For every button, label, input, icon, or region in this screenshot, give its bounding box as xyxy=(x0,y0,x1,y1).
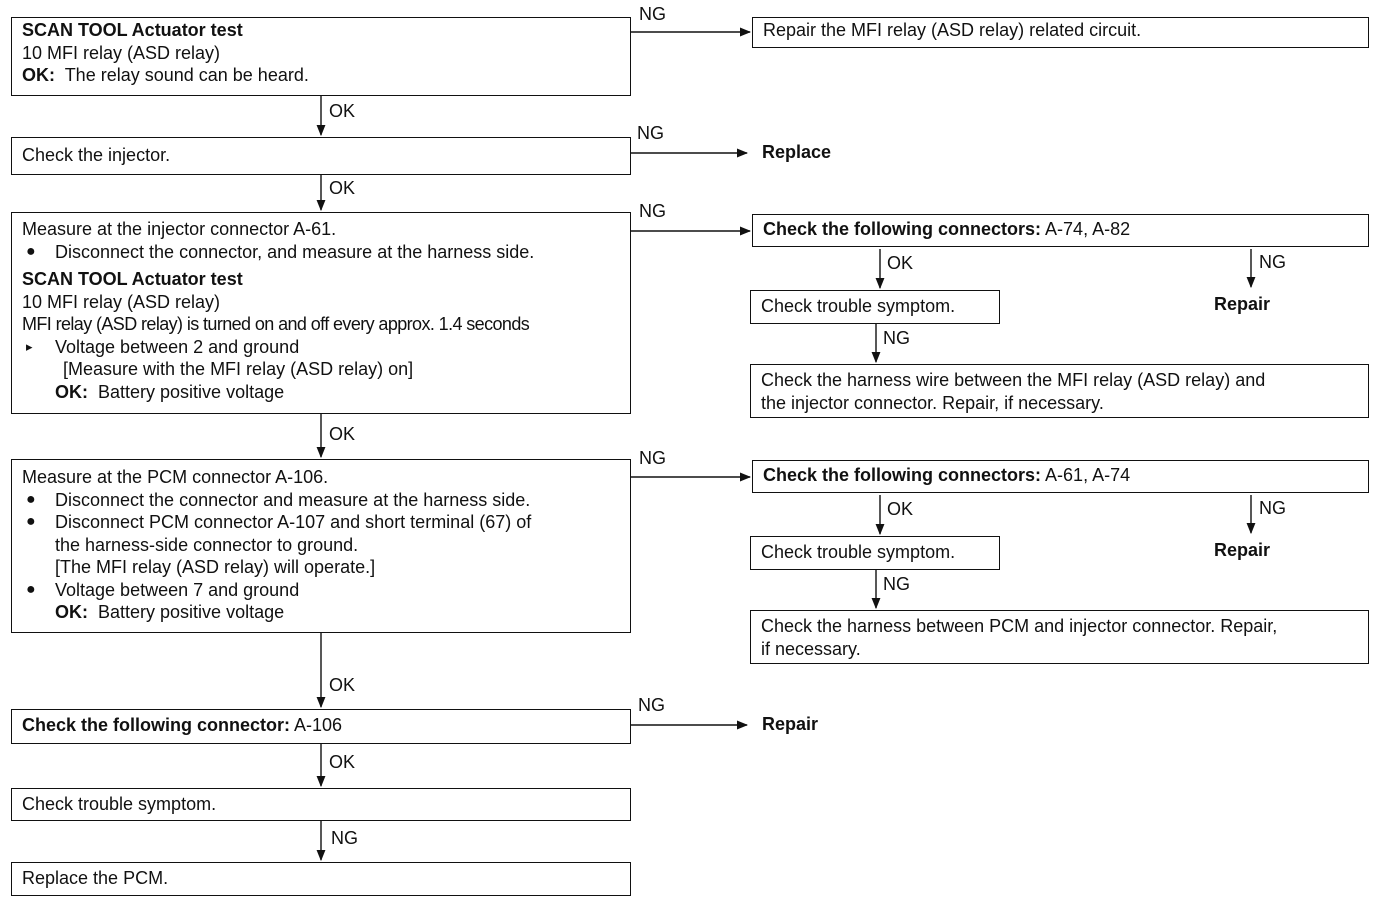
step1-ok-text: The relay sound can be heard. xyxy=(64,65,309,85)
step4-bullet2-line3: [The MFI relay (ASD relay) will operate.] xyxy=(55,557,376,577)
step4-box xyxy=(11,459,631,633)
step4-bullet1: Disconnect the connector and measure at the harness side. xyxy=(55,489,531,510)
step3-ng-check-value: A-74, A-82 xyxy=(1045,219,1131,239)
step3-line1: Measure at the injector connector A-61. xyxy=(22,219,337,239)
step4-ng-harness-line1: Check the harness between PCM and injector connector. Repair, xyxy=(761,616,1278,636)
ok-label-2: OK xyxy=(329,178,356,198)
step4-bullet2-line1: Disconnect PCM connector A-107 and short terminal (67) of xyxy=(55,512,532,532)
step4-line1: Measure at the PCM connector A-106. xyxy=(22,467,329,487)
step7-box xyxy=(11,862,631,896)
step2-ng-result: Replace xyxy=(762,142,832,162)
step5-ng-result: Repair xyxy=(762,714,819,734)
step3-item: 10 MFI relay (ASD relay) xyxy=(22,291,221,312)
ng-label-branch2-symptom: NG xyxy=(883,574,910,594)
bullet-icon: ● xyxy=(26,242,36,260)
step4-ng-check-value: A-61, A-74 xyxy=(1045,465,1131,485)
step5-check-value: A-106 xyxy=(294,715,343,735)
ng-label-branch1-symptom: NG xyxy=(883,328,910,348)
step6-box xyxy=(11,788,631,821)
step4-ng-symptom-box xyxy=(750,536,1000,570)
ng-label-branch2: NG xyxy=(1259,498,1286,518)
step4-bullet3: Voltage between 7 and ground xyxy=(55,579,300,600)
step3-bullet1: Disconnect the connector, and measure at the harness side. xyxy=(55,241,535,262)
step4-ok-label: OK: xyxy=(55,602,88,622)
bullet-icon: ● xyxy=(26,513,36,530)
step1-ok-label: OK: xyxy=(22,65,55,85)
ng-label-step4: NG xyxy=(639,448,666,468)
ok-label-branch1: OK xyxy=(887,253,914,273)
step4-ng-check-box xyxy=(752,460,1369,493)
step3-ng-check-label: Check the following connectors: xyxy=(763,219,1042,239)
step1-item: 10 MFI relay (ASD relay) xyxy=(22,42,221,63)
step4-ng-harness-line2: if necessary. xyxy=(761,638,861,659)
ok-label-1: OK xyxy=(329,101,356,121)
step1-title: SCAN TOOL Actuator test xyxy=(22,20,243,40)
bullet-icon: ● xyxy=(26,490,36,508)
step3-box xyxy=(11,212,631,414)
ng-label-step1: NG xyxy=(639,4,666,24)
step3-ng-symptom: Check trouble symptom. xyxy=(761,296,956,316)
step1-box xyxy=(11,17,631,96)
step3-ok-text: Battery positive voltage xyxy=(98,381,285,402)
step5-box xyxy=(11,709,631,744)
step2-text: Check the injector. xyxy=(22,145,171,165)
ng-label-step3: NG xyxy=(639,201,666,221)
step3-ng-symptom-box xyxy=(750,290,1000,324)
ok-label-3: OK xyxy=(329,424,356,444)
step7-text: Replace the PCM. xyxy=(22,868,169,888)
bullet-icon: ● xyxy=(26,580,36,598)
step5-check-label: Check the following connector: xyxy=(22,715,291,735)
step4-ok-text: Battery positive voltage xyxy=(98,602,285,622)
ok-label-branch2: OK xyxy=(887,499,914,519)
step3-ng-harness-line2: the injector connector. Repair, if necessary. xyxy=(761,392,1104,413)
step3-title: SCAN TOOL Actuator test xyxy=(22,269,243,289)
ng-label-step5: NG xyxy=(638,695,665,715)
step3-ng-check-box xyxy=(752,214,1369,247)
step1-ng-result: Repair the MFI relay (ASD relay) related circuit. xyxy=(763,20,1142,40)
step3-ng-harness-line1: Check the harness wire between the MFI relay (ASD relay) and xyxy=(761,370,1266,390)
step4-ng-harness-box xyxy=(750,610,1369,664)
ok-label-5: OK xyxy=(329,752,356,772)
step6-text: Check trouble symptom. xyxy=(22,794,217,814)
ok-label-4: OK xyxy=(329,675,356,695)
step4-ng-symptom: Check trouble symptom. xyxy=(761,542,956,562)
step4-bullet2-line2: the harness-side connector to ground. xyxy=(55,534,359,555)
ng-label-branch1: NG xyxy=(1259,252,1286,272)
step4-ng-check-label: Check the following connectors: xyxy=(763,465,1042,485)
bullet-arrow-icon: ▸ xyxy=(26,338,33,354)
step3-ok-label: OK: xyxy=(55,381,88,402)
ng-label-6: NG xyxy=(331,828,358,848)
step4-ng-repair: Repair xyxy=(1214,540,1271,560)
step1-ng-result-box xyxy=(752,17,1369,48)
step3-ng-repair: Repair xyxy=(1214,294,1271,314)
step3-cycle: MFI relay (ASD relay) is turned on and off every approx. 1.4 seconds xyxy=(22,314,530,334)
step2-box xyxy=(11,137,631,175)
step3-bullet2: Voltage between 2 and ground xyxy=(55,336,300,357)
step3-note: [Measure with the MFI relay (ASD relay) on] xyxy=(63,359,414,379)
step3-ng-harness-box xyxy=(750,364,1369,418)
ng-label-step2: NG xyxy=(637,123,664,143)
